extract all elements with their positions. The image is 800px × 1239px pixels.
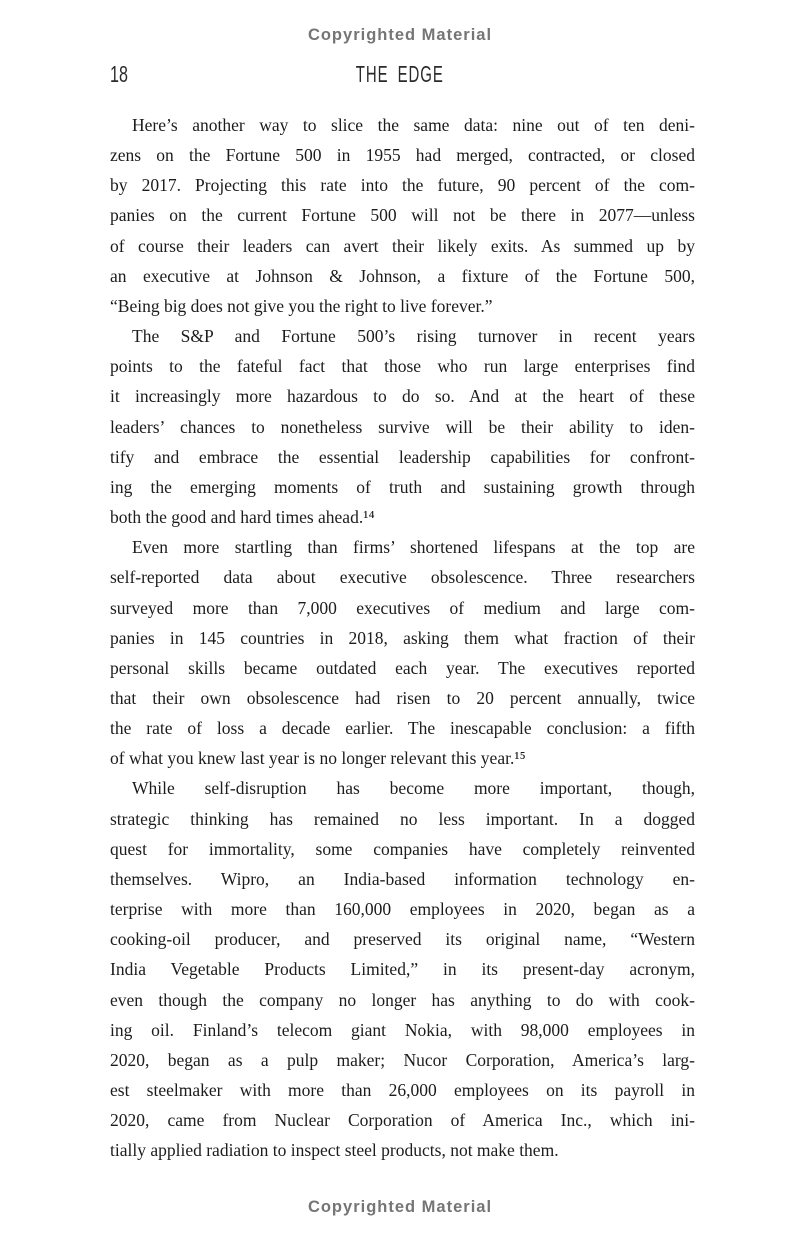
text-line: an executive at Johnson & Johnson, a fixture of the Fortune 500, bbox=[110, 265, 695, 286]
copyright-notice-top: Copyrighted Material bbox=[307, 26, 493, 44]
text-line: strategic thinking has remained no less important. In a dogged bbox=[110, 808, 695, 829]
text-line: tially applied radiation to inspect steel products, not make them. bbox=[110, 1140, 559, 1161]
text-line: terprise with more than 160,000 employees in 2020, began as a bbox=[110, 899, 695, 920]
text-line: 2020, began as a pulp maker; Nucor Corporation, America’s larg- bbox=[110, 1049, 695, 1070]
text-line: est steelmaker with more than 26,000 employees on its payroll in bbox=[110, 1080, 695, 1100]
text-line: tify and embrace the essential leadership capabilities for confront- bbox=[110, 446, 695, 467]
text-line: even though the company no longer has anything to do with cook- bbox=[110, 989, 695, 1010]
text-line: points to the fateful fact that those who run large enterprises find bbox=[110, 356, 695, 377]
text-line: by 2017. Projecting this rate into the future, 90 percent of the com- bbox=[110, 175, 695, 196]
text-line: self-reported data about executive obsolescence. Three researchers bbox=[110, 567, 695, 588]
text-line: zens on the Fortune 500 in 1955 had merged, contracted, or closed bbox=[110, 145, 695, 166]
text-line: India Vegetable Products Limited,” in its present-day acronym, bbox=[110, 959, 695, 980]
page-header bbox=[0, 62, 800, 86]
paragraph bbox=[110, 773, 695, 1165]
text-line: leaders’ chances to nonetheless survive will be their ability to iden- bbox=[110, 416, 695, 437]
text-line: themselves. Wipro, an India-based information technology en- bbox=[110, 868, 695, 889]
text-line: both the good and hard times ahead.¹⁴ bbox=[110, 507, 375, 528]
text-line: The S&P and Fortune 500’s rising turnover in recent years bbox=[132, 326, 695, 347]
copyright-notice-bottom: Copyrighted Material bbox=[307, 1198, 493, 1216]
text-line: surveyed more than 7,000 executives of medium and large com- bbox=[110, 597, 695, 618]
text-line: panies in 145 countries in 2018, asking them what fraction of their bbox=[110, 627, 695, 648]
paragraph bbox=[110, 532, 695, 773]
text-line: that their own obsolescence had risen to 20 percent annually, twice bbox=[110, 687, 695, 708]
text-line: it increasingly more hazardous to do so. And at the heart of these bbox=[110, 386, 695, 407]
text-line: panies on the current Fortune 500 will not be there in 2077—unless bbox=[110, 205, 695, 226]
text-line: the rate of loss a decade earlier. The inescapable conclusion: a fifth bbox=[110, 718, 695, 739]
text-line: of course their leaders can avert their likely exits. As summed up by bbox=[110, 235, 695, 256]
text-line: 2020, came from Nuclear Corporation of America Inc., which ini- bbox=[110, 1110, 695, 1131]
text-line: ing the emerging moments of truth and sustaining growth through bbox=[110, 476, 695, 497]
running-head: THE EDGE bbox=[355, 61, 445, 87]
paragraph bbox=[110, 321, 695, 532]
text-line: personal skills became outdated each year. The executives reported bbox=[110, 657, 695, 678]
text-line: “Being big does not give you the right to live forever.” bbox=[110, 295, 493, 316]
text-line: cooking-oil producer, and preserved its original name, “Western bbox=[110, 929, 695, 950]
text-line: While self-disruption has become more important, though, bbox=[132, 778, 695, 799]
running-head-container bbox=[0, 62, 800, 86]
text-line: ing oil. Finland’s telecom giant Nokia, with 98,000 employees in bbox=[110, 1019, 695, 1040]
paragraph bbox=[110, 110, 695, 321]
text-line: quest for immortality, some companies have completely reinvented bbox=[110, 838, 695, 859]
text-line: Even more startling than firms’ shortened lifespans at the top are bbox=[132, 537, 695, 558]
page-number: 18 bbox=[110, 61, 128, 87]
text-line: Here’s another way to slice the same data: nine out of ten deni- bbox=[132, 115, 695, 135]
body-text-block bbox=[110, 110, 695, 1165]
text-line: of what you knew last year is no longer relevant this year.¹⁵ bbox=[110, 748, 526, 769]
